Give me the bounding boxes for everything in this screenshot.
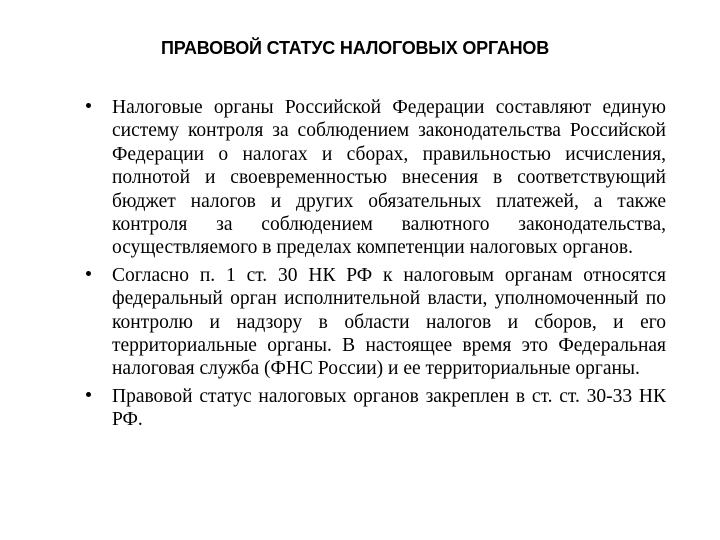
bullet-list <box>82 96 666 436</box>
bullet-text: Правовой статус налоговых органов закреплен в ст. ст. 30-33 НК РФ. <box>112 385 666 431</box>
bullet-text: Согласно п. 1 ст. 30 НК РФ к налоговым органам относятся федеральный орган исполнительной власти, уполномоченный по контролю и надзору в области налогов и сборов, и его территориальные органы. В настоящее время это Федеральная налоговая служба (ФНС России) и ее территориальные органы. <box>112 264 666 380</box>
bullet-item <box>82 385 666 432</box>
slide-title: ПРАВОВОЙ СТАТУС НАЛОГОВЫХ ОРГАНОВ <box>160 38 550 58</box>
bullet-dot-icon <box>86 103 91 108</box>
bullet-text: Налоговые органы Российской Федерации составляют единую систему контроля за соблюдением законодательства Российской Федерации о налогах и сборах, правильностью исчисления, полнотой и своевременностью внесения в соответствующий бюджет налогов и других обязательных платежей, а также контроля за соблюдением валютного законодательства, осуществляемого в пределах компетенции налоговых органов. <box>112 97 666 259</box>
bullet-dot-icon <box>86 271 91 276</box>
bullet-item <box>82 96 666 260</box>
bullet-dot-icon <box>86 392 91 397</box>
bullet-item <box>82 264 666 381</box>
